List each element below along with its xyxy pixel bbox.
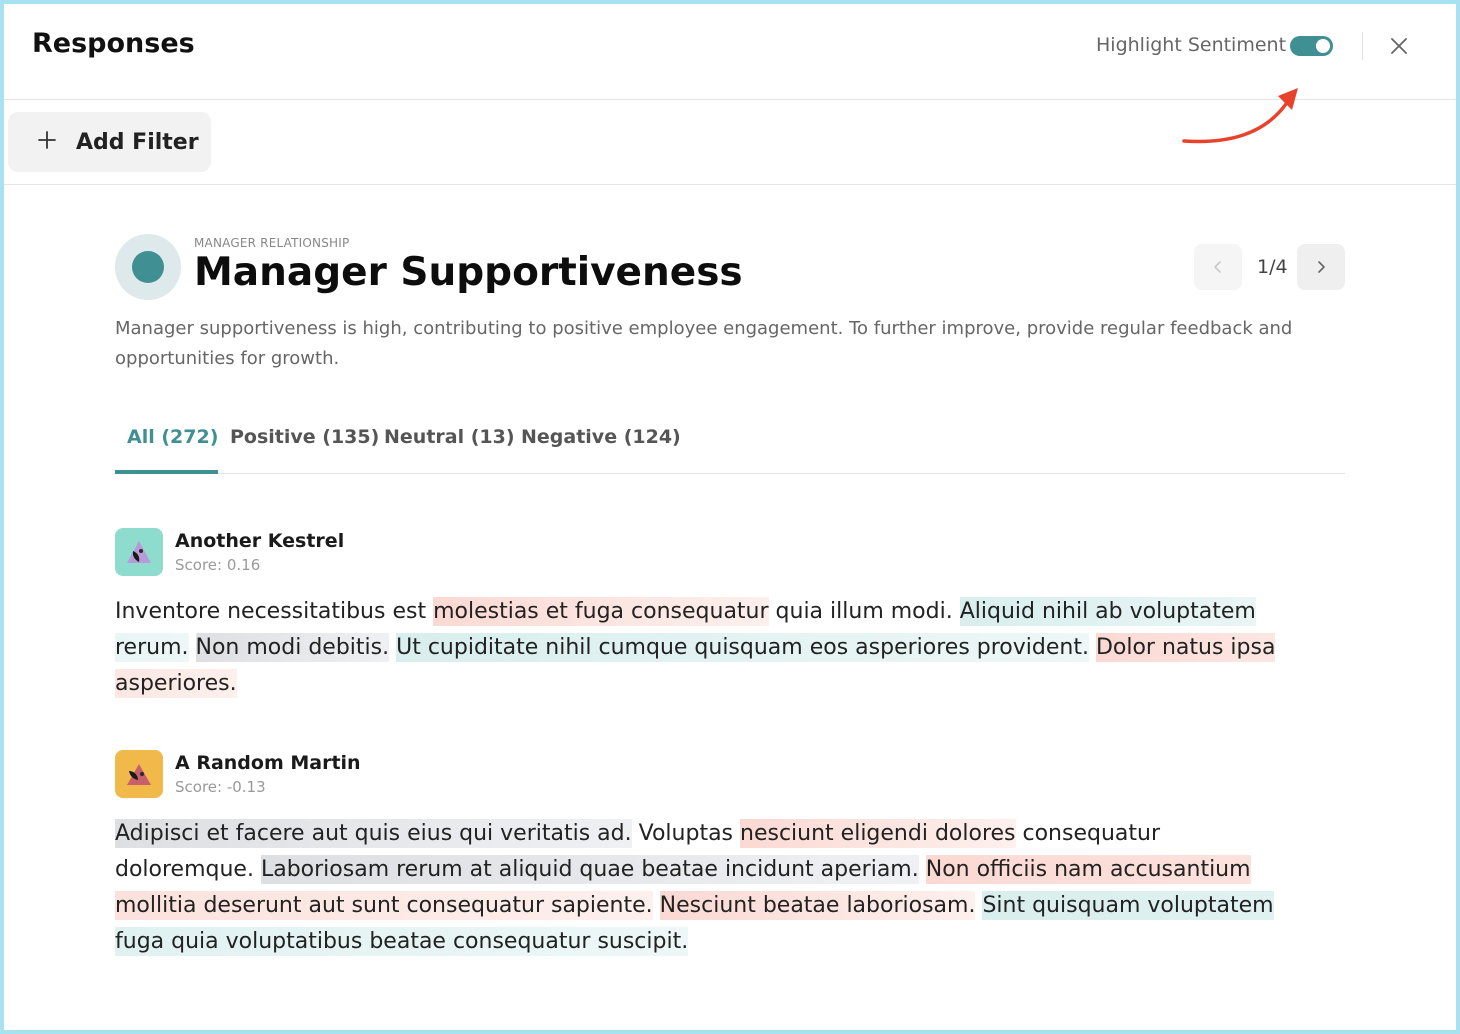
- response-text: [115, 594, 1290, 702]
- previous-topic-button[interactable]: [1194, 244, 1242, 290]
- highlight-sentiment-toggle[interactable]: [1290, 36, 1333, 56]
- responses-panel: [4, 4, 1456, 1030]
- next-topic-button[interactable]: [1297, 244, 1345, 290]
- neg-sentiment-highlight: Non officiis nam accusantium mollitia deserunt aut sunt consequatur sapiente.: [115, 857, 1251, 918]
- neu-sentiment-highlight: Laboriosam rerum at aliquid quae beatae incidunt aperiam.: [260, 857, 919, 882]
- neg-sentiment-highlight: Nesciunt beatae laboriosam.: [659, 893, 976, 918]
- topic-description: Manager supportiveness is high, contributing to positive employee engagement. To further improve, provide regular feedback and opportunities for growth.: [115, 318, 1293, 369]
- close-button[interactable]: [1387, 34, 1411, 58]
- panel-title: Responses: [32, 28, 195, 59]
- response-text-segment: quia illum modi.: [768, 599, 960, 624]
- neu-sentiment-highlight: Adipisci et facere aut quis eius qui veritatis ad.: [115, 821, 632, 846]
- response-text-segment: [919, 855, 926, 884]
- chevron-left-icon: [1210, 259, 1226, 275]
- toggle-knob: [1316, 39, 1330, 53]
- tab-neutral[interactable]: Neutral (13): [384, 426, 515, 448]
- neu-sentiment-highlight: Non modi debitis.: [195, 635, 390, 660]
- topic-pager-count: 1/4: [1257, 256, 1288, 278]
- highlight-sentiment-label: Highlight Sentiment: [1096, 34, 1287, 56]
- pos-sentiment-highlight: Aliquid nihil ab voluptatem rerum.: [115, 599, 1256, 660]
- bird-avatar-icon: [124, 759, 154, 789]
- pos-sentiment-highlight: Sint quisquam voluptatem fuga quia voluptatibus beatae consequatur suscipit.: [115, 893, 1274, 954]
- tab-negative[interactable]: Negative (124): [521, 426, 681, 448]
- response-text-segment: consequatur doloremque.: [115, 821, 1160, 882]
- response-text: [115, 816, 1290, 960]
- add-filter-label: Add Filter: [76, 129, 199, 155]
- response-score: Score: 0.16: [175, 556, 261, 574]
- close-icon: [1387, 34, 1411, 58]
- respondent-name: A Random Martin: [175, 752, 361, 774]
- topic-icon: [115, 234, 181, 300]
- respondent-name: Another Kestrel: [175, 530, 345, 552]
- avatar: [115, 528, 163, 576]
- response-item: [115, 528, 1345, 708]
- filter-bar: [4, 100, 1456, 185]
- response-text-segment: Inventore necessitatibus est: [115, 599, 434, 624]
- tab-positive[interactable]: Positive (135): [230, 426, 380, 448]
- response-score: Score: -0.13: [175, 778, 266, 796]
- chevron-right-icon: [1313, 259, 1329, 275]
- avatar: [115, 750, 163, 798]
- sentiment-tabs: [115, 414, 1345, 474]
- pos-sentiment-highlight: Ut cupiditate nihil cumque quisquam eos asperiores provident.: [396, 635, 1089, 660]
- add-filter-button[interactable]: [8, 112, 211, 172]
- topic-dot-icon: [132, 251, 164, 283]
- header-divider: [1362, 32, 1363, 60]
- neg-sentiment-highlight: Dolor natus ipsa asperiores.: [115, 635, 1276, 696]
- response-text-segment: [1089, 633, 1096, 662]
- neg-sentiment-highlight: molestias et fuga consequatur: [433, 599, 769, 624]
- tab-all[interactable]: All (272): [127, 426, 219, 448]
- response-text-segment: Voluptas: [631, 821, 741, 846]
- active-tab-indicator: [115, 470, 218, 474]
- plus-icon: [36, 129, 58, 156]
- response-item: [115, 750, 1345, 970]
- topic-category: MANAGER RELATIONSHIP: [194, 236, 350, 250]
- bird-avatar-icon: [124, 537, 154, 567]
- response-text-segment: [189, 633, 196, 662]
- topic-title: Manager Supportiveness: [194, 250, 743, 295]
- neg-sentiment-highlight: nesciunt eligendi dolores: [740, 821, 1016, 846]
- response-text-segment: [653, 891, 660, 920]
